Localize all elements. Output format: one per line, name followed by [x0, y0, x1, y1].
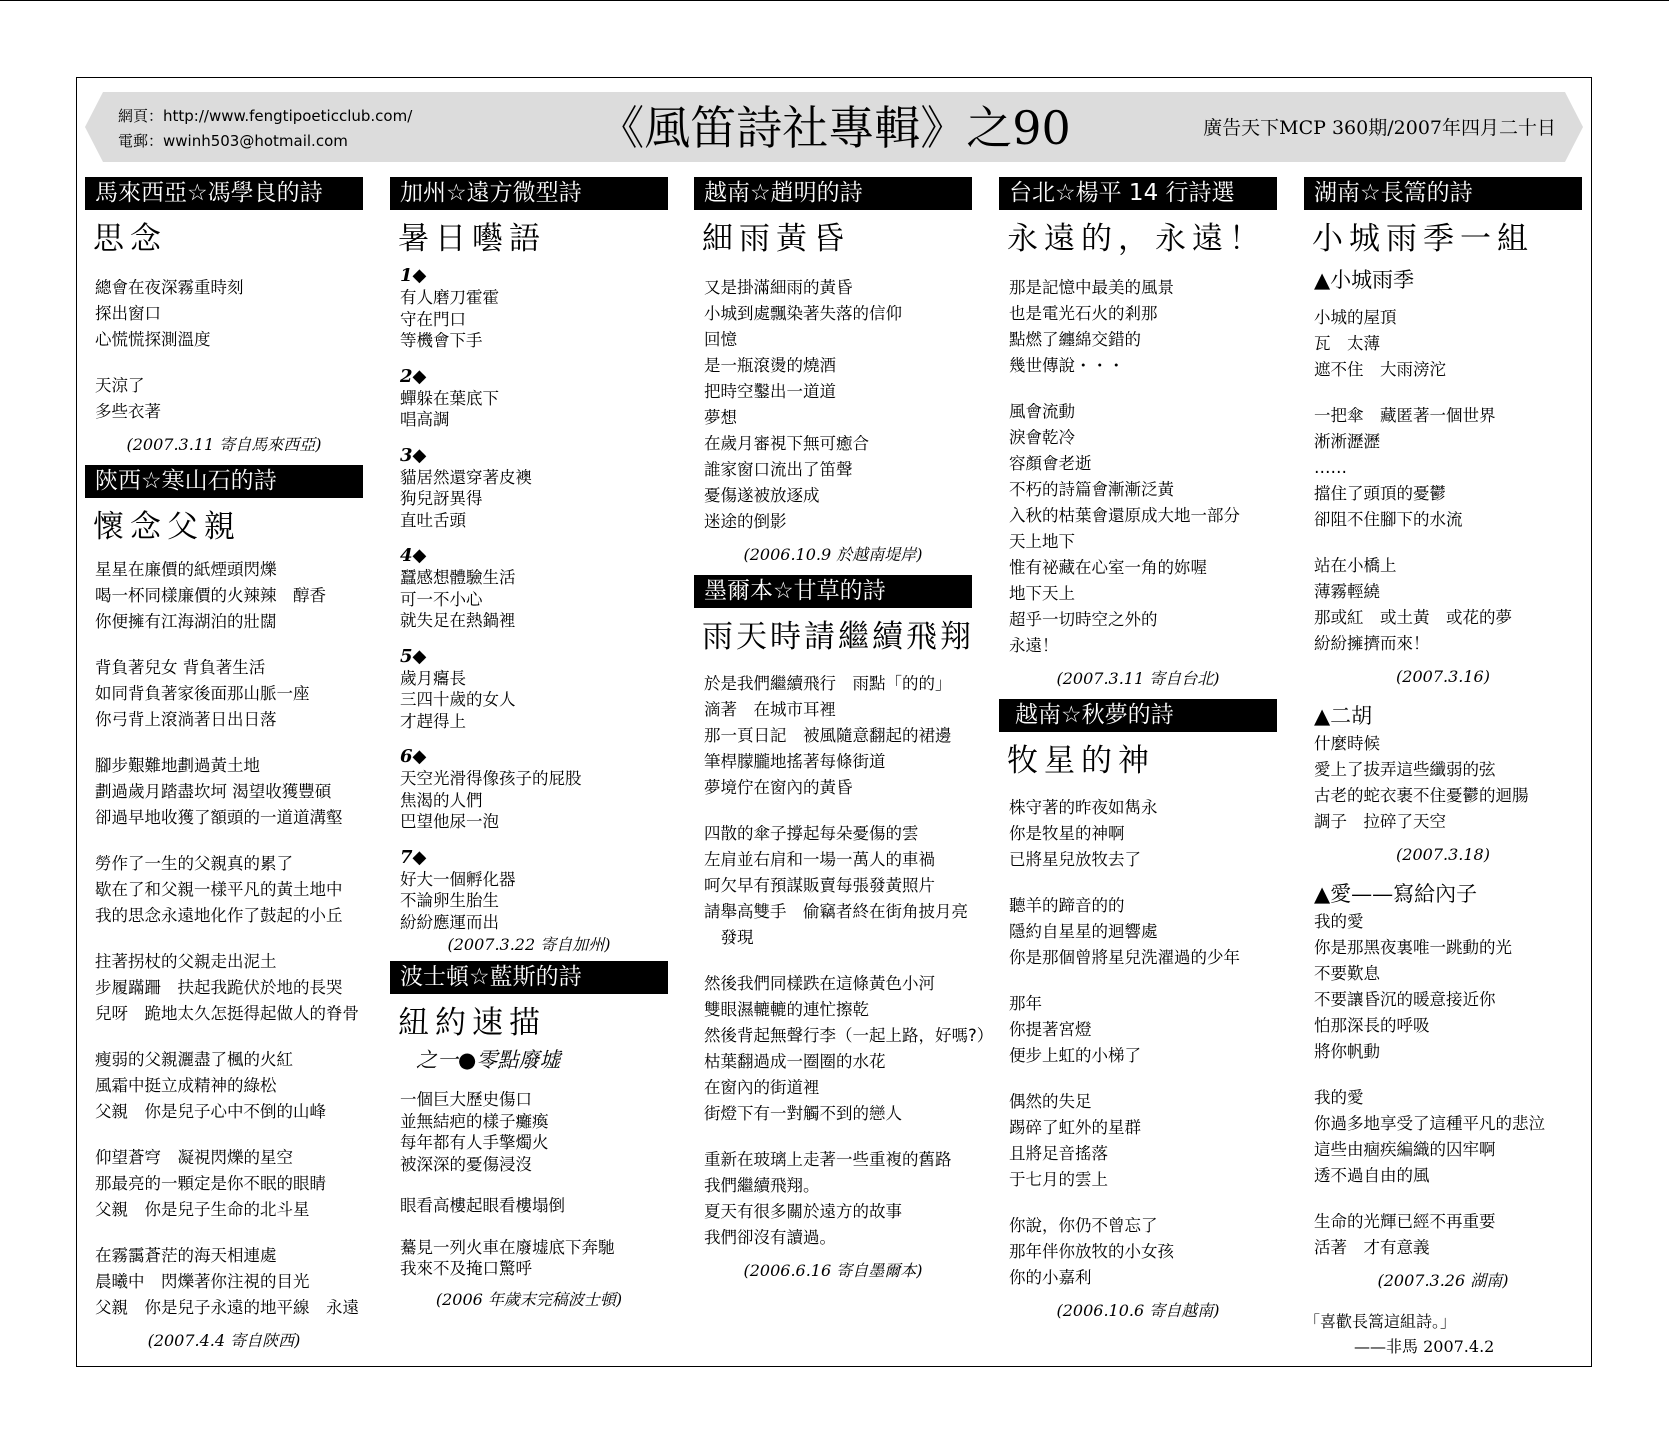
- poem-body: [704, 275, 972, 535]
- poem-body: [400, 265, 668, 933]
- poem-line: 星星在廉價的紙煙頭閃爍: [95, 560, 277, 579]
- poem-line: 唱高調: [400, 410, 450, 429]
- poem-subtitle: 之一●零點廢墟: [416, 1048, 561, 1072]
- poem-line: 那是記憶中最美的風景: [1009, 278, 1174, 297]
- poem-line: 蟬躲在葉底下: [400, 388, 499, 408]
- poem-body: [95, 275, 363, 425]
- section-bar: 湖南☆長篙的詩: [1304, 177, 1582, 210]
- stanza: [400, 1195, 668, 1217]
- poem-line: 在歲月審視下無可癒合: [704, 434, 869, 453]
- poem-line: 超乎一切時空之外的: [1009, 610, 1158, 629]
- poem-body: [1314, 909, 1582, 1261]
- poem-line: 薄霧輕繞: [1314, 582, 1380, 601]
- poem-line: 喝一杯同樣廉價的火辣辣 醇香: [95, 586, 326, 605]
- poem-line: 就失足在熱鍋裡: [400, 611, 516, 630]
- poem-line: 惟有祕藏在心室一角的妳喔: [1009, 558, 1207, 577]
- top-rule: [0, 0, 1669, 1]
- stanza: [704, 821, 972, 951]
- section-bar: 台北☆楊平 14 行詩選: [999, 177, 1277, 210]
- poem-line: 晨曦中 閃爍著你注視的目光: [95, 1272, 310, 1291]
- poem-line: 然後背起無聲行李（一起上路，好嗎?）: [704, 1026, 994, 1045]
- poem-line: 永遠！: [1009, 636, 1059, 655]
- poem-line: 怕那深長的呼吸: [1314, 1016, 1430, 1035]
- poem-line: 等機會下手: [400, 331, 483, 350]
- poem-line: 風霜中挺立成精神的綠松: [95, 1076, 277, 1095]
- poem-line: 又是掛滿細雨的黃昏: [704, 278, 853, 297]
- poem-line: 調子 拉碎了天空: [1314, 812, 1446, 831]
- poem-line: 四散的傘子撐起每朵憂傷的雲: [704, 824, 919, 843]
- poem-line: 擋住了頭頂的憂鬱: [1314, 484, 1446, 503]
- poem-line: 我的愛: [1314, 912, 1364, 931]
- poem-line: 不論卵生胎生: [400, 891, 499, 910]
- poem-signature: (2006.6.16 寄自墨爾本): [743, 1261, 923, 1280]
- poem-line: 憂傷遂被放逐成: [704, 486, 820, 505]
- column-hunan: [1304, 177, 1582, 1359]
- poem-signature: (2006.10.6 寄自越南): [1056, 1301, 1220, 1320]
- poem-body: [1009, 795, 1277, 1291]
- poem-line: 地下天上: [1009, 584, 1075, 603]
- poem-line: 那年: [1009, 994, 1042, 1013]
- stanza: [1314, 553, 1582, 657]
- poem-line: 入秋的枯葉會還原成大地一部分: [1009, 506, 1240, 525]
- poem-body: [1009, 275, 1277, 659]
- stanza: [95, 851, 363, 929]
- poem-title: 暑日囈語: [398, 221, 546, 257]
- stanza: [704, 1147, 972, 1251]
- poem-title: 細雨黃昏: [702, 221, 850, 257]
- poem-line: 透不過自由的風: [1314, 1166, 1430, 1185]
- poem-line: 夏天有很多關於遠方的故事: [704, 1202, 902, 1221]
- poem-line: 如同背負著家後面那山脈一座: [95, 684, 310, 703]
- poem-line: 心慌慌探測溫度: [95, 330, 211, 349]
- poem-line: 古老的蛇衣裹不住憂鬱的迴腸: [1314, 786, 1529, 805]
- poem-line: 多些衣著: [95, 402, 161, 421]
- stanza: [95, 753, 363, 831]
- stanza: [95, 655, 363, 733]
- poem-line: 我的思念永遠地化作了鼓起的小丘: [95, 906, 343, 925]
- poem-line: 好大一個孵化器: [400, 869, 516, 889]
- stanza: [400, 1237, 668, 1280]
- stanza: [704, 671, 972, 801]
- poem-line: 你弓背上滾淌著日出日落: [95, 710, 277, 729]
- poem-line: 我們卻沒有讀過。: [704, 1228, 836, 1247]
- poem-line: 驀見一列火車在廢墟底下奔馳: [400, 1237, 615, 1257]
- poem-line: 有人磨刀霍霍: [400, 288, 499, 307]
- poem-line: 什麼時候: [1314, 734, 1380, 753]
- poem-line: 也是電光石火的剎那: [1009, 304, 1158, 323]
- poem-line: 那一頁日記 被風隨意翻起的裙邊: [704, 726, 952, 745]
- poem-line: 這些由痼疾編織的囚牢啊: [1314, 1140, 1496, 1159]
- poem-title: 懷念父親: [93, 509, 241, 545]
- poem-title: 思念: [93, 221, 167, 257]
- stanza: [1009, 399, 1277, 659]
- poem-line: 你提著宮燈: [1009, 1020, 1092, 1039]
- poem-line: 筆桿朦朧地搖著每條街道: [704, 752, 886, 771]
- stanza: [704, 275, 972, 535]
- stanza: [95, 1145, 363, 1223]
- section-bar: 墨爾本☆甘草的詩: [694, 575, 972, 608]
- comment-author: ——非馬 2007.4.2: [1354, 1337, 1495, 1356]
- poem-signature: (2007.4.4 寄自陝西): [147, 1331, 301, 1350]
- poem-line: 請舉高雙手 偷竊者終在街角披月亮: [704, 902, 968, 921]
- poem-line: 卻阻不住腳下的水流: [1314, 510, 1463, 529]
- poem-line: 一把傘 藏匿著一個世界: [1314, 406, 1496, 425]
- poem-line: 左肩並右肩和一場一萬人的車禍: [704, 850, 935, 869]
- poem-signature: (2007.3.11 寄自馬來西亞): [126, 435, 322, 454]
- stanza: [1314, 403, 1582, 533]
- poem-line: 紛紛擁擠而來！: [1314, 634, 1430, 653]
- poem-line: 瘦弱的父親灑盡了楓的火紅: [95, 1050, 293, 1069]
- issue-info: 廣告天下MCP 360期/2007年四月二十日: [1203, 117, 1556, 139]
- poem-line: 勞作了一生的父親真的累了: [95, 854, 293, 873]
- poem-line: 劃過歲月踏盡坎坷 渴望收獲豐碩: [95, 782, 332, 801]
- poem-line: 你過多地享受了這種平凡的悲泣: [1314, 1114, 1545, 1133]
- poem-number: 4◆: [400, 545, 427, 566]
- poem-line: 兒呀 跪地太久怎挺得起做人的脊骨: [95, 1004, 359, 1023]
- stanza: [1009, 1089, 1277, 1193]
- poem-signature: (2007.3.26 湖南): [1377, 1271, 1509, 1290]
- poem-body: [1314, 305, 1582, 657]
- poem-line: 直吐舌頭: [400, 510, 466, 530]
- poem-line: 偶然的失足: [1009, 1092, 1092, 1111]
- poem-line: 你說，你仍不曾忘了: [1009, 1216, 1158, 1235]
- poem-line: 將你帆動: [1314, 1042, 1380, 1061]
- poem-title: 紐約速描: [398, 1005, 546, 1041]
- poem-line: 小城的屋頂: [1314, 308, 1397, 327]
- poem-title: 牧星的神: [1007, 743, 1155, 779]
- column-taipei-vietnam: [999, 177, 1277, 1323]
- poem-line: 並無結疤的樣子癱瘓: [400, 1111, 549, 1131]
- poem-line: 貓居然還穿著皮襖: [400, 467, 532, 487]
- poem-line: 紛紛應運而出: [400, 912, 499, 932]
- poem-line: 探出窗口: [95, 304, 161, 323]
- poem-line: 聽羊的蹄音的的: [1009, 896, 1125, 915]
- poem-line: 淚會乾冷: [1009, 428, 1075, 447]
- poem-line: 且將足音搖落: [1009, 1144, 1108, 1163]
- poem-line: 把時空鑿出一道道: [704, 382, 836, 401]
- poem-subtitle: ▲小城雨季: [1314, 268, 1415, 292]
- poem-subtitle: ▲二胡: [1314, 704, 1373, 728]
- mini-poem: [400, 265, 668, 352]
- poem-line: 你便擁有江海湖泊的壯闊: [95, 612, 277, 631]
- poem-line: 父親 你是兒子永遠的地平線 永遠: [95, 1298, 359, 1317]
- stanza: [1009, 893, 1277, 971]
- poem-line: 不朽的詩篇會漸漸泛黃: [1009, 480, 1174, 499]
- poem-line: 小城到處飄染著失落的信仰: [704, 304, 902, 323]
- stanza: [95, 1047, 363, 1125]
- poem-line: 然後我們同樣跌在這條黃色小河: [704, 974, 935, 993]
- poem-number: 1◆: [400, 265, 427, 286]
- editor-comment: [1304, 1309, 1582, 1359]
- poem-line: 我們繼續飛翔。: [704, 1176, 820, 1195]
- poem-line: 夢想: [704, 408, 737, 427]
- poem-line: 于七月的雲上: [1009, 1170, 1108, 1189]
- poem-line: 三四十歲的女人: [400, 690, 516, 709]
- poem-line: 歲月癟長: [400, 668, 466, 688]
- poem-line: 蠶感想體驗生活: [400, 568, 516, 587]
- poem-line: 那年伴你放牧的小女孩: [1009, 1242, 1174, 1261]
- column-malaysia-shaanxi: [85, 177, 363, 1353]
- poem-line: 被深深的憂傷浸沒: [400, 1154, 532, 1174]
- stanza: [1009, 275, 1277, 379]
- poem-line: 站在小橋上: [1314, 556, 1397, 575]
- poem-body: [95, 557, 363, 1321]
- poem-line: 迷途的倒影: [704, 512, 787, 531]
- poem-line: 那或紅 或土黃 或花的夢: [1314, 608, 1512, 627]
- poem-line: 你是那個曾將星兒洗濯過的少年: [1009, 948, 1240, 967]
- poem-line: 你是那黑夜裏唯一跳動的光: [1314, 938, 1512, 957]
- poem-line: 拄著拐杖的父親走出泥土: [95, 952, 277, 971]
- poem-line: 已將星兒放牧去了: [1009, 850, 1141, 869]
- poem-signature: (2007.3.18): [1396, 845, 1490, 864]
- stanza: [1314, 1209, 1582, 1261]
- poem-line: 遮不住 大雨滂沱: [1314, 360, 1446, 379]
- stanza: [1314, 1085, 1582, 1189]
- poem-line: 我的愛: [1314, 1088, 1364, 1107]
- poem-signature: (2007.3.11 寄自台北): [1056, 669, 1220, 688]
- stanza: [95, 1243, 363, 1321]
- poem-line: 天涼了: [95, 376, 145, 395]
- poem-number: 5◆: [400, 645, 427, 667]
- poem-number: 2◆: [400, 365, 427, 387]
- mini-poem: [400, 847, 668, 934]
- poem-line: 巴望他尿一泡: [400, 812, 499, 831]
- stanza: [95, 275, 363, 353]
- section-bar: 馬來西亞☆馮學良的詩: [85, 177, 363, 210]
- stanza: [1314, 305, 1582, 383]
- poem-line: 點燃了纏綿交錯的: [1009, 330, 1141, 349]
- column-vietnam-melbourne: [694, 177, 994, 1283]
- poem-line: 發現: [704, 928, 754, 947]
- poem-line: 愛上了拔弄這些纖弱的弦: [1314, 760, 1496, 779]
- mini-poem: [400, 545, 668, 632]
- poem-line: 可一不小心: [400, 589, 483, 609]
- poem-title: 小城雨季一組: [1312, 221, 1534, 257]
- poem-line: 天空光滑得像孩子的屁股: [400, 769, 582, 788]
- stanza: [95, 373, 363, 425]
- poem-line: 是一瓶滾燙的燒酒: [704, 356, 836, 375]
- poem-line: 幾世傳說・・・: [1009, 356, 1125, 375]
- poem-line: 腳步艱難地劃過黃土地: [95, 756, 260, 775]
- poem-line: 呵欠早有預謀販賣每張發黃照片: [704, 876, 935, 895]
- poem-line: 淅淅瀝瀝: [1314, 432, 1380, 451]
- website-line[interactable]: 網頁：http://www.fengtipoeticclub.com/: [118, 107, 413, 125]
- poem-line: 狗兒訝異得: [400, 489, 483, 508]
- poem-line: 便步上虹的小梯了: [1009, 1046, 1141, 1065]
- poem-line: 雙眼濕轆轆的連忙擦乾: [704, 1000, 869, 1019]
- email-line[interactable]: 電郵：wwinh503@hotmail.com: [118, 132, 348, 150]
- poem-line: 回憶: [704, 330, 737, 349]
- poem-number: 6◆: [400, 746, 427, 767]
- poem-signature: (2007.3.22 寄自加州): [447, 935, 611, 954]
- poem-line: 在霧靄蒼茫的海天相連處: [95, 1246, 277, 1265]
- mini-poem: [400, 445, 668, 532]
- poem-number: 3◆: [400, 444, 427, 466]
- stanza: [1009, 795, 1277, 873]
- section-bar: 波士頓☆藍斯的詩: [390, 961, 668, 994]
- poem-line: 歇在了和父親一樣平凡的黃土地中: [95, 880, 343, 899]
- poem-line: 你的小嘉利: [1009, 1268, 1092, 1287]
- poem-line: 誰家窗口流出了笛聲: [704, 460, 853, 479]
- mini-poem: [400, 646, 668, 733]
- poem-body: [1314, 731, 1582, 835]
- poem-line: 父親 你是兒子心中不倒的山峰: [95, 1102, 326, 1121]
- stanza: [704, 971, 994, 1127]
- stanza: [95, 949, 363, 1027]
- section-bar: 越南☆秋夢的詩: [999, 699, 1277, 732]
- page-title: 《風笛詩社專輯》之90: [598, 101, 1071, 155]
- stanza: [400, 1089, 668, 1175]
- poem-line: 在窗內的街道裡: [704, 1078, 820, 1097]
- poem-line: 於是我們繼續飛行 雨點「的的」: [704, 674, 952, 693]
- poem-line: 不要讓昏沉的暖意接近你: [1314, 990, 1496, 1009]
- poem-line: 那最亮的一顆定是你不眠的眼睛: [95, 1174, 326, 1193]
- poem-line: 父親 你是兒子生命的北斗星: [95, 1200, 310, 1219]
- poem-line: 不要歎息: [1314, 964, 1380, 983]
- mini-poem: [400, 746, 668, 833]
- poem-line: 容顏會老逝: [1009, 454, 1092, 473]
- stanza: [1009, 1213, 1277, 1291]
- poem-line: 瓦 太薄: [1314, 334, 1380, 353]
- poem-line: 枯葉翻過成一圈圈的水花: [704, 1052, 886, 1071]
- poem-line: 守在門口: [400, 309, 466, 329]
- poem-line: 株守著的昨夜如雋永: [1009, 798, 1158, 817]
- poem-line: 風會流動: [1009, 402, 1075, 421]
- stanza: [1009, 991, 1277, 1069]
- poem-line: 滴著 在城市耳裡: [704, 700, 836, 719]
- poem-line: 夢境佇在窗內的黃昏: [704, 778, 853, 797]
- column-california-boston: [390, 177, 668, 1312]
- poem-line: 天上地下: [1009, 532, 1075, 551]
- mini-poem: [400, 366, 668, 431]
- poem-line: 仰望蒼穹 凝視閃爍的星空: [95, 1148, 293, 1167]
- poem-subtitle: ▲愛——寫給內子: [1314, 882, 1478, 906]
- poem-line: 街燈下有一對觸不到的戀人: [704, 1104, 902, 1123]
- poem-number: 7◆: [400, 846, 427, 868]
- stanza: [1314, 909, 1582, 1065]
- poem-title: 雨天時請繼續飛翔: [702, 619, 974, 655]
- poem-line: 你是牧星的神啊: [1009, 824, 1125, 843]
- poem-signature: (2007.3.16): [1396, 667, 1490, 686]
- poem-line: 隱約自星星的迴響處: [1009, 922, 1158, 941]
- poem-line: 眼看高樓起眼看樓塌倒: [400, 1196, 565, 1215]
- poem-line: 我來不及掩口驚呼: [400, 1259, 532, 1278]
- poem-line: 一個巨大歷史傷口: [400, 1090, 532, 1109]
- poem-line: 卻過早地收獲了額頭的一道道溝壑: [95, 808, 343, 827]
- poem-line: ……: [1314, 458, 1347, 477]
- poem-line: 每年都有人手擎燭火: [400, 1133, 549, 1152]
- section-bar: 越南☆趙明的詩: [694, 177, 972, 210]
- poem-line: 焦渴的人們: [400, 790, 483, 810]
- poem-line: 步履蹣跚 扶起我跪伏於地的長哭: [95, 978, 343, 997]
- poem-line: 背負著兒女 背負著生活: [95, 658, 266, 677]
- poem-signature: (2006 年歲末完稿波士頓): [435, 1289, 623, 1309]
- poem-line: 總會在夜深霧重時刻: [95, 278, 244, 297]
- poem-line: 才趕得上: [400, 711, 466, 731]
- section-bar: 加州☆遠方微型詩: [390, 177, 668, 210]
- section-bar: 陝西☆寒山石的詩: [85, 465, 363, 498]
- poem-line: 生命的光輝已經不再重要: [1314, 1212, 1496, 1231]
- poem-title: 永遠的，永遠！: [1007, 221, 1266, 257]
- comment-text: 「喜歡長篙這組詩。」: [1304, 1312, 1457, 1331]
- poem-body: [400, 1089, 668, 1280]
- poem-body: [704, 671, 994, 1251]
- poem-line: 活著 才有意義: [1314, 1238, 1430, 1257]
- stanza: [1314, 731, 1582, 835]
- stanza: [95, 557, 363, 635]
- poem-signature: (2006.10.9 於越南堤岸): [743, 545, 923, 564]
- poem-line: 踢碎了虹外的星群: [1009, 1118, 1141, 1137]
- poem-line: 重新在玻璃上走著一些重複的舊路: [704, 1150, 952, 1169]
